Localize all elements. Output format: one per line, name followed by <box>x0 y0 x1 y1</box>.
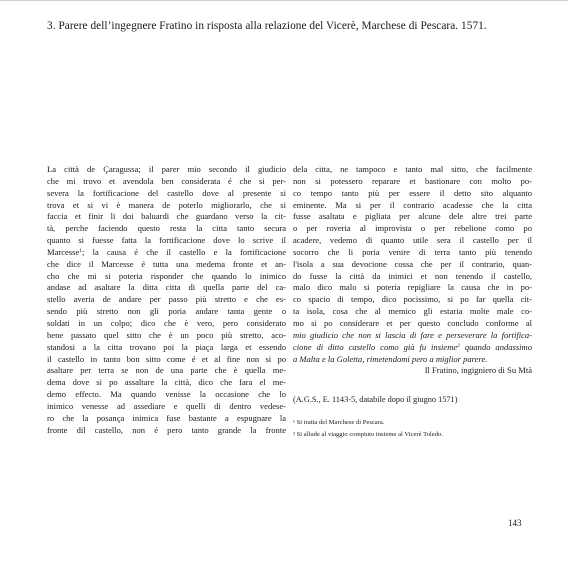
text-line: che mi trovo et avendola ben considerata é che si per- <box>47 175 286 186</box>
text-line: mio giudicio che non si lascia di fare e perseverare la fortifica- <box>293 329 532 340</box>
text-line: mo si po considerare et per questo concludo conforme al <box>293 317 532 328</box>
footnote-marker: 2 <box>457 342 460 349</box>
text-line: dela citta, ne tampoco e tanto mal sitto, che facilmente <box>293 164 532 174</box>
text-line: La città de Çaragussa; il parer mio secondo il giudicio <box>47 164 286 174</box>
page-number: 143 <box>508 518 522 528</box>
text-line: non si potessero reparare et bastionare con molto po- <box>293 175 532 186</box>
text-line: tà, perche faciendo questo resta la citta tanto secura <box>47 223 286 234</box>
text-line: il castello in tanto bon sitto come é et al fine non si po <box>47 353 286 364</box>
signature: Il Fratino, ingigniero di Su Mtà <box>424 365 532 376</box>
text-line: malo dico malo si poteria repigliare la causa che in po- <box>293 282 532 293</box>
text-line: l'isola a sua devocione cossa che per il contrario, quan- <box>293 258 532 269</box>
text-line: socorro che li poria venire di terra tanto più tenendo <box>293 246 532 257</box>
text-line: Marcesse$^1$; la causa é che il castello e la fortificacione <box>47 246 286 257</box>
document-title: 3. Parere dell’ingegnere Fratino in risposta alla relazione del Vicerè, Marchese di Pescara. 1571. <box>47 20 487 32</box>
text-column-left <box>47 164 286 436</box>
footnote: ¹ Si tratta del Marchese di Pescara. <box>293 419 385 426</box>
text-line: cho che mi si poteria risponder che quando lo inimico <box>47 270 286 281</box>
text-line: ta isola, cosa che al memico gli estaria molte male co- <box>293 306 532 317</box>
text-line: cione di ditto castello como già fu insieme$^2$ quando andassimo <box>293 341 532 352</box>
text-line: o per roveria al improvista o per rebelione como po <box>293 223 532 234</box>
text-line: che dice il Marcesse é tutta una medema fronte et an- <box>47 258 286 269</box>
text-line: asaltare per terra se non de una parte che è quella me- <box>47 365 286 376</box>
text-line: ro che la posança inimica fuse bastante a espugnare la <box>47 412 286 423</box>
text-line: soldati in un colpo; dico che è vero, pero considerato <box>47 317 286 328</box>
text-line: stello averia de andare per passo più stretto e che es- <box>47 294 286 305</box>
text-line: dema dove si po assaltare la città, dico che fara el me- <box>47 377 286 388</box>
text-line: sendo più stretto non gli poria andare tanta gente o <box>47 306 286 317</box>
text-line: severa la fortificacione del castello dove al presente si <box>47 187 286 198</box>
text-line: acadere, vedemo di quanto utile sera il castello per il <box>293 235 532 246</box>
text-line: andase ad asaltare la ditta citta di quella parte del ca- <box>47 282 286 293</box>
footnote-marker: 1 <box>79 247 83 254</box>
text-line: co tempo tanto più per essere il detto sito alquanto <box>293 187 532 198</box>
page-edge <box>0 0 568 1</box>
text-line: demo effecto. Ma quando venisse la occasione che lo <box>47 389 286 400</box>
text-line: do fusse la città da inimici et non tenendo il castello, <box>293 270 532 281</box>
text-line: eminente. Ma si per il contrario acadesse che la citta <box>293 199 532 210</box>
text-column-right <box>293 164 532 377</box>
text-line: fronte dil castello, non é pero tanto grande la fronte <box>47 424 286 435</box>
text-line: inimico venesse ad assediare e quelli di dentro vedese- <box>47 400 286 411</box>
text-line: trova et si vi è manera de poterlo migliorarlo, che si <box>47 199 286 210</box>
archive-reference: (A.G.S., E. 1143-5, databile dopo il giugno 1571) <box>293 395 458 404</box>
text-line: a Malta e la Goletta, rimetendomi pero a miglior parere. <box>293 353 488 364</box>
text-line: bene passato quel sitto che è un poco più stretto, aco- <box>47 329 286 340</box>
text-line: faccia et finir li doi baluardi che guardano verso la cit- <box>47 211 286 222</box>
text-line: fusse asaltata e pigliata per alcune dele altre trei parte <box>293 211 532 222</box>
footnote: ² Si allude al viaggio compiuto insieme al Vicerè Toledo. <box>293 431 443 438</box>
text-line: quanto si fuesse fatta la fortificacione dove lo scrive il <box>47 235 286 246</box>
text-line: standosi a la citta trovano poi la piaça larga et essendo <box>47 341 286 352</box>
text-line: co spacio di tempo, dico pocissimo, si po far quella cit- <box>293 294 532 305</box>
